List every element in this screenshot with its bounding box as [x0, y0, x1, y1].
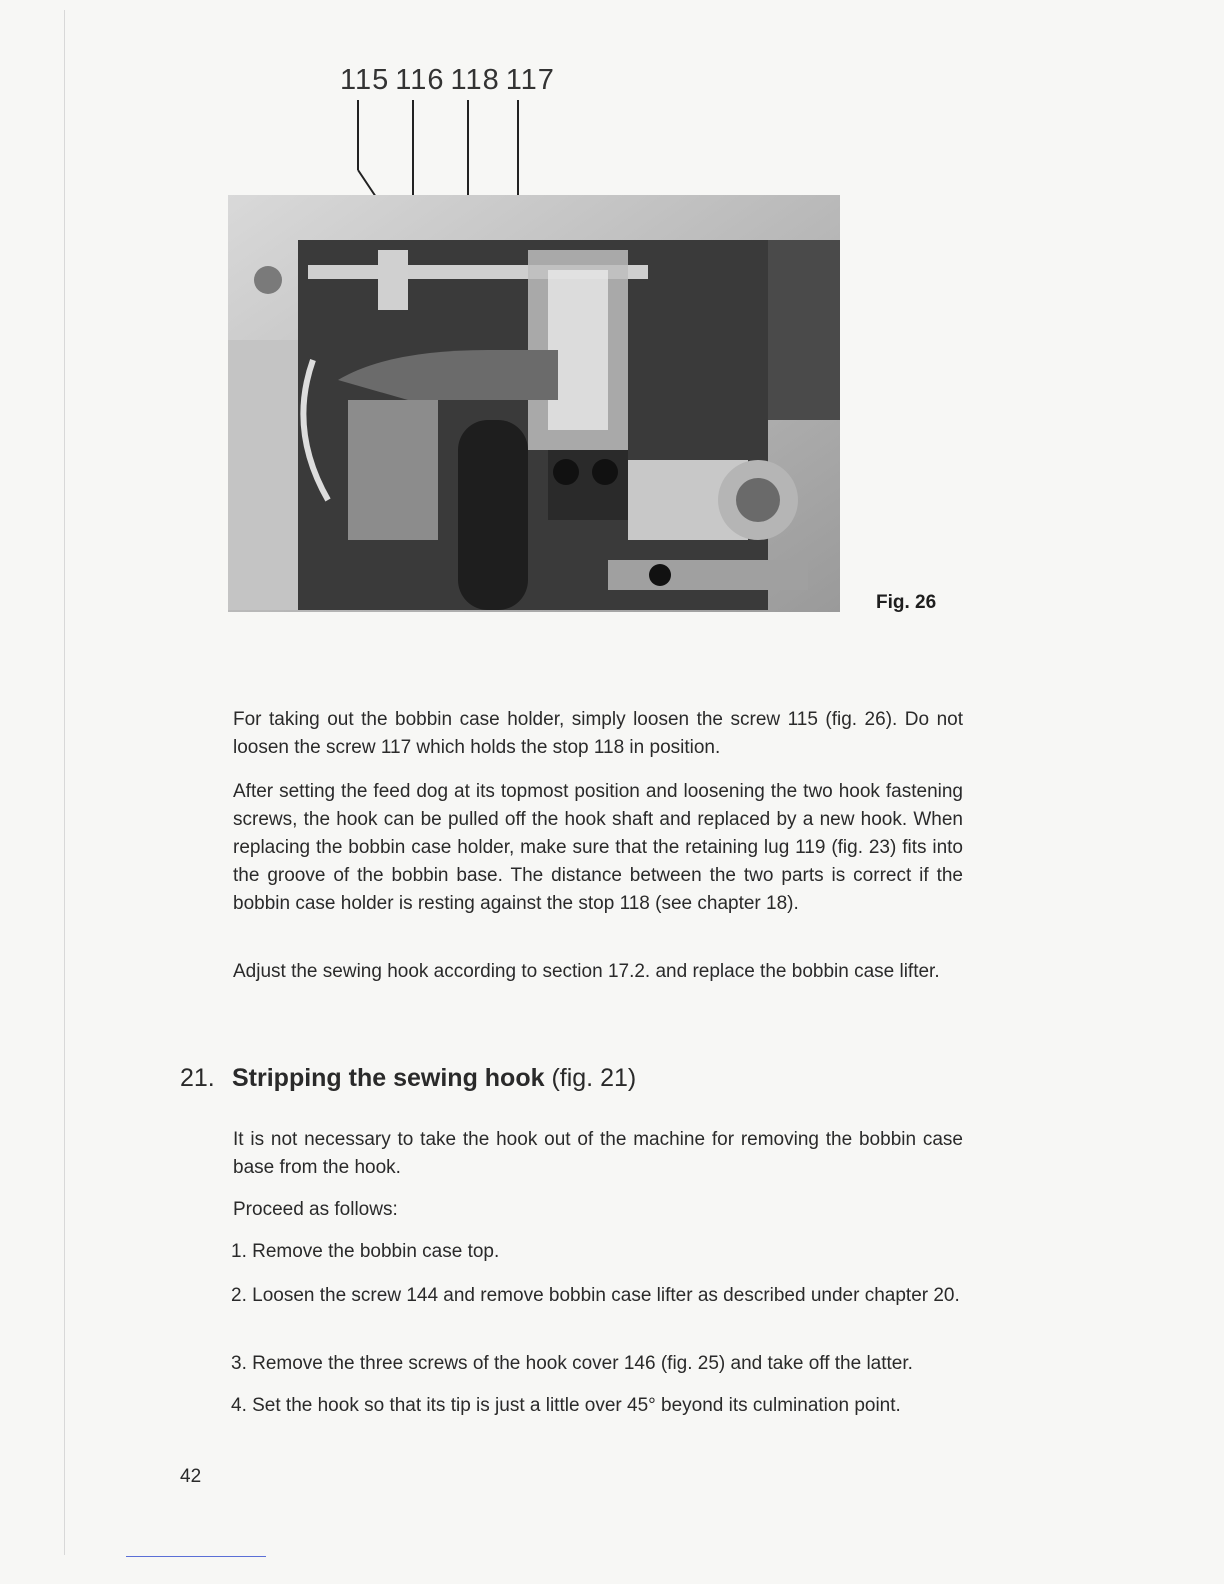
- machine-photo-figure: [228, 100, 840, 612]
- paragraph-replace-hook: After setting the feed dog at its topmost position and loosening the two hook fastening screws, the hook can be pulled off the hook shaft and replaced by a new hook. When replacing the bobbin case holder, make sure that the retaining lug 119 (fig. 23) fits into the groove of the bobbin base. The distance between the two parts is correct if the bobbin case holder is resting against the stop 118 (see chapter 18).: [233, 781, 963, 914]
- figure-callout-numbers: [340, 64, 561, 97]
- callout-116: 116: [395, 64, 445, 96]
- bottom-rule: [126, 1556, 266, 1557]
- callout-117: 117: [505, 64, 555, 96]
- section-heading: [180, 1064, 636, 1093]
- section-intro: It is not necessary to take the hook out of the machine for removing the bobbin case base from the hook.: [233, 1129, 963, 1178]
- step-item: 4. Set the hook so that its tip is just a little over 45° beyond its culmination point.: [231, 1395, 901, 1416]
- callout-118: 118: [450, 64, 500, 96]
- section-title: Stripping the sewing hook: [232, 1064, 545, 1092]
- section-number: 21.: [180, 1064, 215, 1092]
- paragraph-remove-holder: For taking out the bobbin case holder, simply loosen the screw 115 (fig. 26). Do not loosen the screw 117 which holds the stop 118 in position.: [233, 709, 963, 758]
- step-item: 1. Remove the bobbin case top.: [231, 1241, 500, 1262]
- step-item: 3. Remove the three screws of the hook cover 146 (fig. 25) and take off the latter.: [231, 1353, 913, 1374]
- section-figure-ref: (fig. 21): [551, 1064, 637, 1092]
- callout-115: 115: [340, 64, 390, 96]
- figure-label: Fig. 26: [876, 592, 937, 613]
- step-item: 2. Loosen the screw 144 and remove bobbin case lifter as described under chapter 20.: [231, 1285, 960, 1306]
- paragraph-adjust-hook: Adjust the sewing hook according to section 17.2. and replace the bobbin case lifter.: [233, 961, 940, 982]
- scan-edge-line: [64, 10, 65, 1555]
- proceed-text: Proceed as follows:: [233, 1199, 398, 1220]
- page-number: 42: [180, 1466, 202, 1487]
